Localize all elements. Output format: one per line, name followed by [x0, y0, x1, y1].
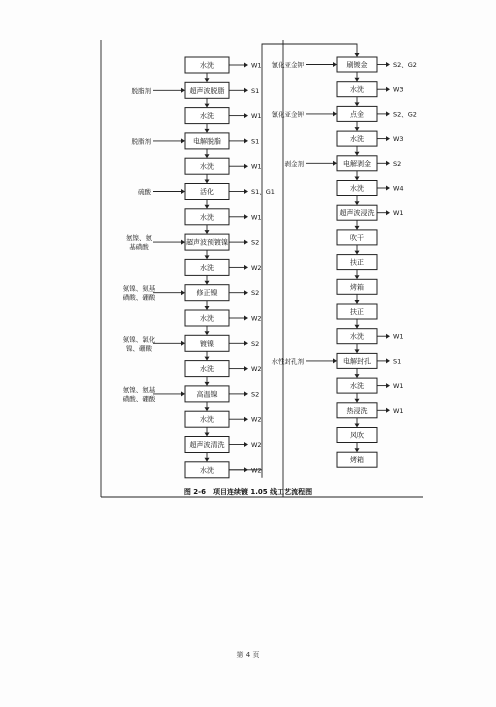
- left-step-label: 水洗: [200, 61, 214, 70]
- right-step-label: 热浸洗: [346, 406, 368, 415]
- arrow-head: [244, 265, 248, 270]
- input-chemical-label: 镍、硼酸: [126, 344, 152, 353]
- left-step-label: 镀镍: [200, 339, 214, 348]
- arrow-head: [205, 78, 210, 82]
- arrow-head: [355, 177, 360, 181]
- arrow-head: [205, 458, 210, 462]
- emission-label: W2: [251, 314, 262, 323]
- arrow-head: [205, 306, 210, 310]
- emission-label: W3: [393, 85, 404, 94]
- input-chemical-label: 磺酸、硼酸: [122, 293, 156, 302]
- arrow-head: [181, 240, 185, 245]
- left-step-label: 水洗: [200, 112, 214, 121]
- left-step-label: 超声波清洗: [189, 441, 225, 449]
- left-step-label: 水洗: [200, 365, 214, 374]
- input-chemical-label: 基磺酸: [129, 243, 149, 252]
- right-step-label: 水洗: [350, 332, 364, 341]
- arrow-head: [205, 382, 210, 386]
- arrow-head: [386, 161, 390, 166]
- right-step-label: 点金: [350, 110, 364, 119]
- arrow-head: [244, 214, 248, 219]
- input-chemical-label: 磺酸、硼酸: [122, 394, 156, 403]
- left-step-label: 修正镍: [196, 289, 218, 298]
- input-chemical-label: 水性封孔剂: [271, 357, 304, 366]
- right-step-label: 烤箱: [350, 456, 364, 465]
- arrow-head: [244, 240, 248, 245]
- arrow-head: [181, 138, 185, 143]
- right-step-label: 扶正: [350, 258, 364, 267]
- arrow-head: [355, 78, 360, 82]
- arrow-head: [244, 63, 248, 68]
- arrow-head: [386, 210, 390, 215]
- arrow-head: [181, 341, 185, 346]
- arrow-head: [205, 180, 210, 184]
- left-step-label: 水洗: [200, 314, 214, 323]
- left-step-label: 水洗: [200, 415, 214, 424]
- right-step-label: 水洗: [350, 85, 364, 94]
- arrow-head: [355, 424, 360, 428]
- arrow-head: [244, 189, 248, 194]
- input-chemical-label: 氨镍、氨基: [122, 284, 156, 293]
- arrow-head: [205, 230, 210, 234]
- emission-label: S2、G2: [393, 110, 417, 119]
- emission-label: W2: [251, 466, 262, 475]
- arrow-head: [244, 316, 248, 321]
- arrow-head: [386, 136, 390, 141]
- arrow-head: [355, 448, 360, 452]
- arrow-head: [386, 408, 390, 413]
- arrow-head: [244, 417, 248, 422]
- arrow-head: [205, 331, 210, 335]
- right-step-label: 超声波浸洗: [339, 209, 375, 218]
- arrow-head: [355, 127, 360, 131]
- arrow-head: [205, 255, 210, 259]
- input-chemical-label: 氰化亚金钾: [271, 61, 304, 69]
- arrow-head: [244, 290, 248, 295]
- input-chemical-label: 剥金剂: [284, 159, 304, 168]
- input-chemical-label: 脱脂剂: [131, 137, 151, 146]
- emission-label: S1: [251, 86, 260, 95]
- arrow-head: [333, 111, 337, 116]
- arrow-head: [244, 164, 248, 169]
- arrow-head: [386, 186, 390, 191]
- left-step-label: 活化: [200, 188, 214, 196]
- arrow-head: [386, 87, 390, 92]
- arrow-head: [181, 290, 185, 295]
- left-step-label: 水洗: [200, 162, 214, 171]
- right-step-label: 烤箱: [350, 283, 364, 292]
- arrow-head: [386, 62, 390, 67]
- input-chemical-label: 硫酸: [138, 188, 151, 196]
- emission-label: S1: [393, 357, 402, 366]
- arrow-head: [244, 113, 248, 118]
- input-chemical-label: 氨镍、氨基: [122, 385, 156, 394]
- arrow-head: [244, 442, 248, 447]
- emission-label: W1: [251, 213, 262, 222]
- left-step-label: 电解脱脂: [193, 137, 221, 146]
- arrow-head: [205, 129, 210, 133]
- arrow-head: [386, 383, 390, 388]
- arrow-head: [355, 325, 360, 329]
- arrow-head: [205, 357, 210, 361]
- left-step-label: 高温镍: [196, 390, 218, 399]
- left-step-label: 超声波预镀镍: [186, 238, 228, 247]
- right-step-label: 电解剥金: [343, 159, 371, 168]
- input-chemical-label: 氨镍、氯化: [122, 335, 156, 344]
- input-chemical-label: 氰化亚金钾: [271, 110, 304, 119]
- arrow-head: [355, 374, 360, 378]
- left-step-label: 超声波脱脂: [189, 86, 225, 95]
- left-step-label: 水洗: [200, 213, 214, 222]
- arrow-head: [355, 349, 360, 353]
- arrow-head: [333, 161, 337, 166]
- right-step-label: 水洗: [350, 135, 364, 144]
- emission-label: W1: [393, 332, 404, 341]
- emission-label: S1、G1: [251, 188, 275, 196]
- left-step-label: 水洗: [200, 466, 214, 475]
- arrow-head: [333, 62, 337, 67]
- arrow-head: [205, 205, 210, 209]
- emission-label: W2: [251, 415, 262, 424]
- arrow-head: [244, 88, 248, 93]
- emission-label: W2: [251, 441, 262, 449]
- emission-label: S2: [251, 390, 260, 399]
- arrow-head: [355, 226, 360, 230]
- arrow-head: [355, 275, 360, 279]
- right-step-label: 风吹: [350, 431, 364, 440]
- emission-label: S1: [251, 137, 260, 146]
- right-step-label: 吹干: [350, 233, 364, 242]
- arrow-head: [355, 251, 360, 255]
- arrow-head: [333, 358, 337, 363]
- right-step-label: 水洗: [350, 184, 364, 193]
- arrow-head: [386, 358, 390, 363]
- arrow-head: [181, 189, 185, 194]
- emission-label: S2: [251, 289, 260, 298]
- emission-label: S2: [393, 159, 402, 168]
- arrow-head: [355, 102, 360, 106]
- right-step-label: 扶正: [350, 308, 364, 316]
- arrow-head: [205, 104, 210, 108]
- arrow-head: [181, 391, 185, 396]
- emission-label: W1: [251, 61, 262, 70]
- arrow-head: [181, 88, 185, 93]
- arrow-head: [205, 281, 210, 285]
- emission-label: S2、G2: [393, 61, 417, 69]
- emission-label: W1: [393, 209, 404, 218]
- emission-label: W4: [393, 184, 404, 193]
- right-step-label: 电解封孔: [343, 357, 371, 366]
- arrow-head: [244, 341, 248, 346]
- emission-label: S2: [251, 238, 260, 247]
- emission-label: W1: [251, 162, 262, 171]
- emission-label: W1: [393, 382, 404, 391]
- arrow-head: [355, 300, 360, 304]
- emission-label: W1: [393, 406, 404, 415]
- arrow-head: [244, 366, 248, 371]
- emission-label: W1: [251, 112, 262, 121]
- page-number: 第 4 页: [236, 651, 260, 659]
- arrow-head: [205, 407, 210, 411]
- arrow-head: [244, 391, 248, 396]
- arrow-head: [355, 53, 360, 57]
- emission-label: S2: [251, 339, 260, 348]
- arrow-head: [355, 152, 360, 156]
- arrow-head: [355, 399, 360, 403]
- right-step-label: 水洗: [350, 382, 364, 391]
- input-chemical-label: 脱脂剂: [131, 86, 151, 95]
- emission-label: W3: [393, 135, 404, 144]
- right-step-label: 刷镀金: [346, 61, 368, 69]
- arrow-head: [205, 433, 210, 437]
- figure-caption: 图 2-6 项目连续镀 1.05 线工艺流程图: [183, 488, 313, 496]
- arrow-head: [386, 334, 390, 339]
- arrow-head: [244, 138, 248, 143]
- emission-label: W2: [251, 365, 262, 374]
- left-step-label: 水洗: [200, 263, 214, 272]
- emission-label: W2: [251, 263, 262, 272]
- arrow-head: [386, 111, 390, 116]
- arrow-head: [205, 154, 210, 158]
- arrow-head: [355, 201, 360, 205]
- input-chemical-label: 氨镍、氨: [126, 234, 152, 243]
